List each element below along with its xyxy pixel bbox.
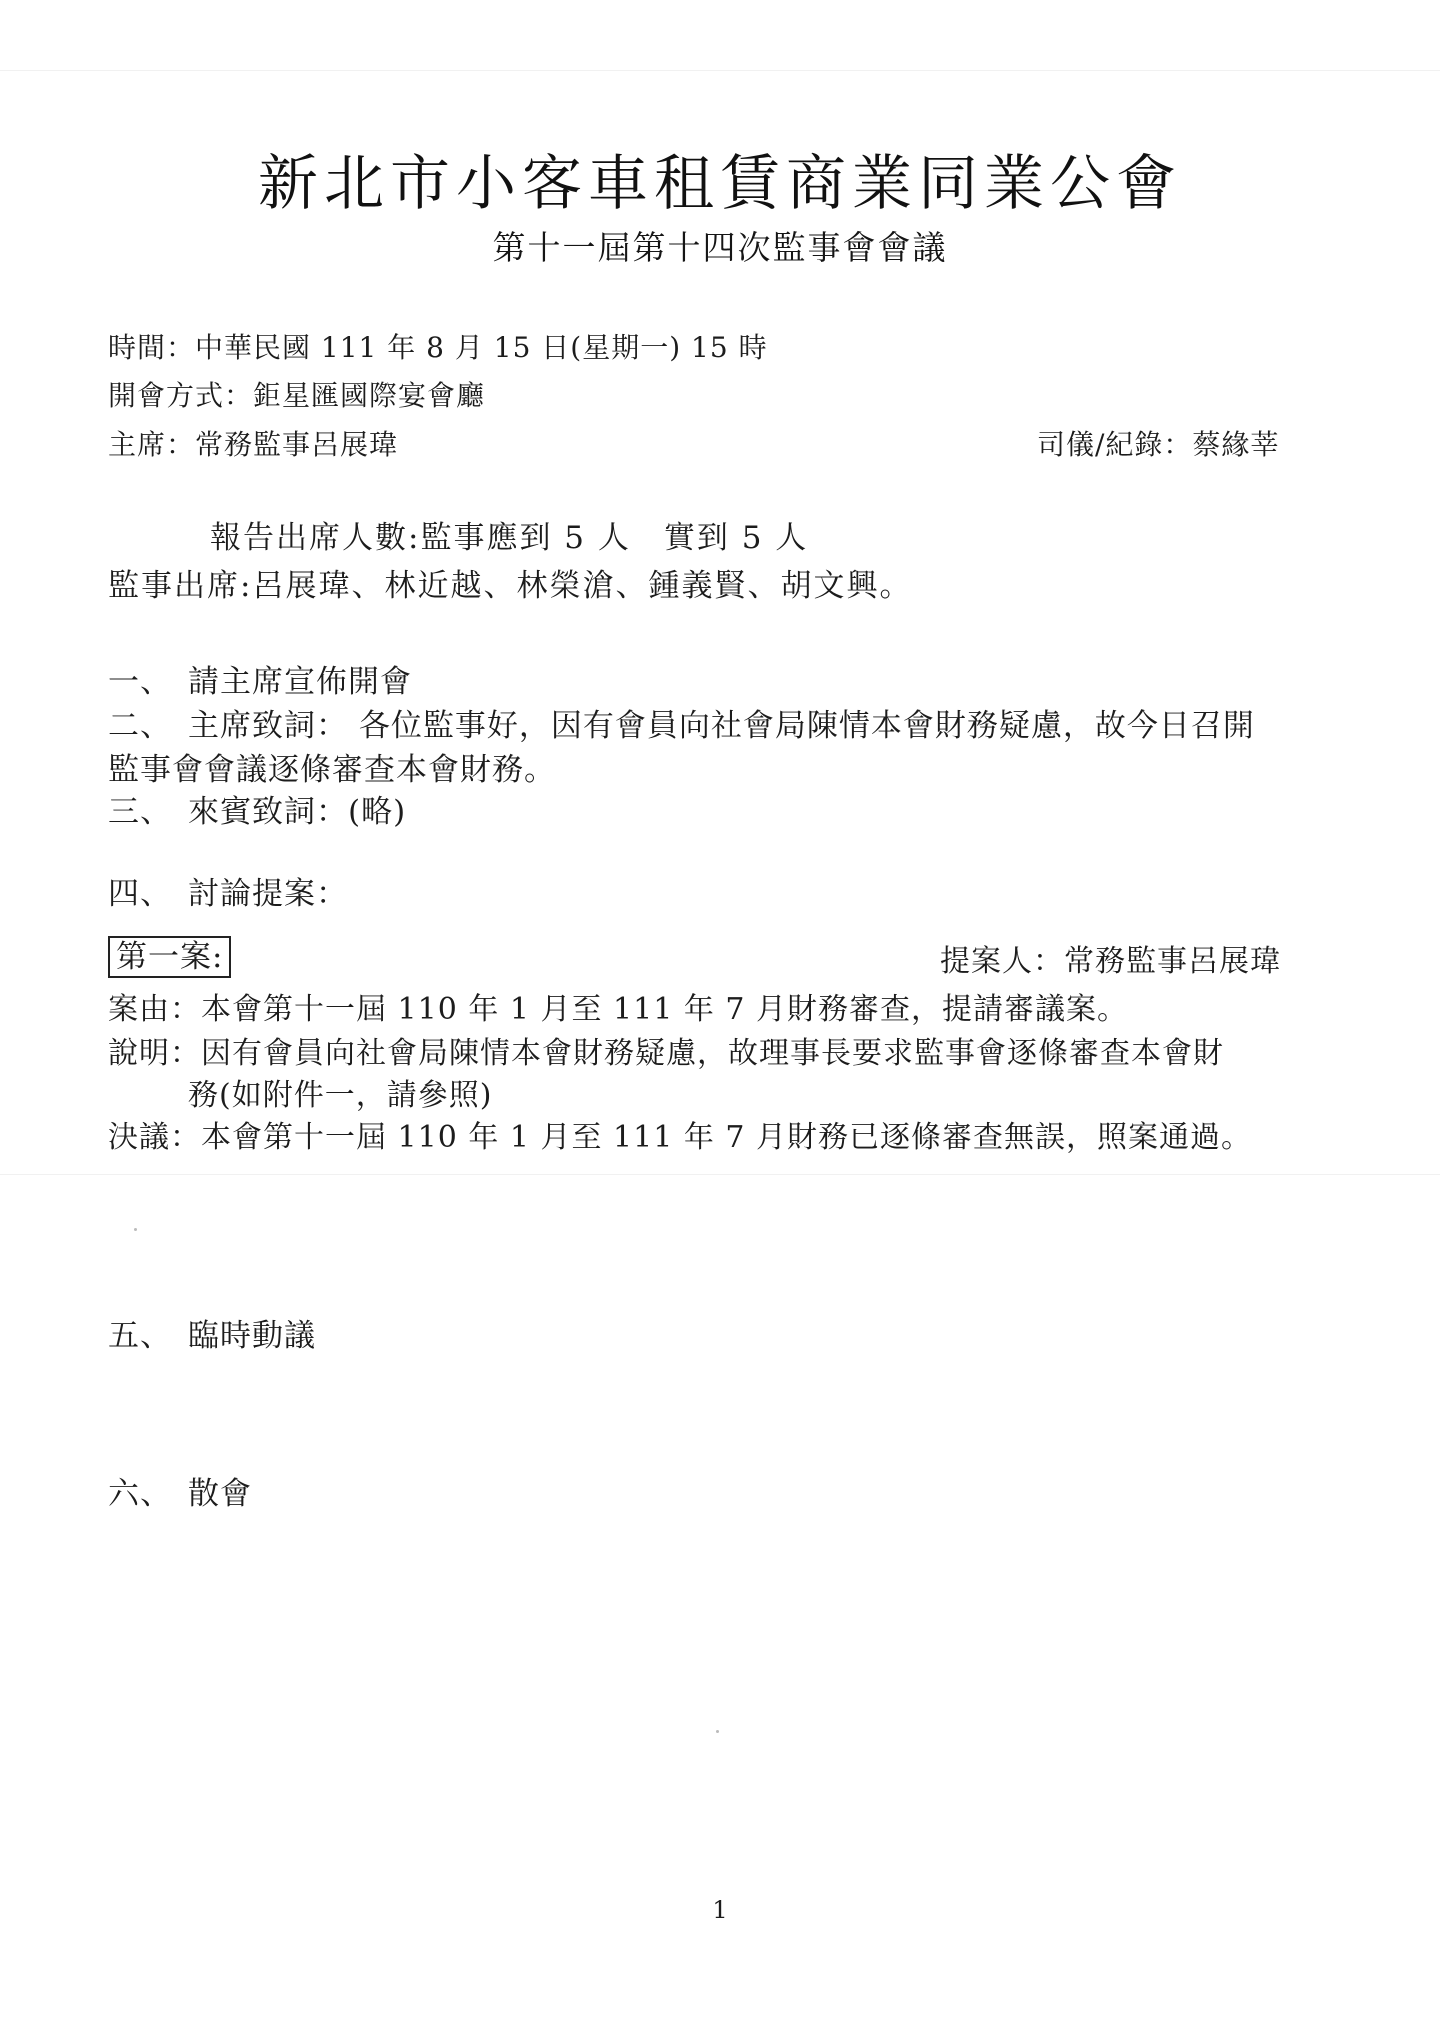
agenda-text: 主席致詞： 各位監事好，因有會員向社會局陳情本會財務疑慮，故今日召開 <box>188 708 1255 744</box>
agenda-item-2 <box>108 700 1255 745</box>
document-subtitle: 第十一屆第十四次監事會會議 <box>492 228 948 267</box>
recorder: 司儀/紀錄：蔡緣莘 <box>1037 428 1280 461</box>
agenda-item-2-continued: 監事會會議逐條審查本會財務。 <box>108 752 556 788</box>
agenda-text: 臨時動議 <box>188 1318 316 1354</box>
agenda-number: 二、 <box>108 708 172 744</box>
document-title: 新北市小客車租賃商業同業公會 <box>258 149 1182 219</box>
meeting-place: 開會方式：鉅星匯國際宴會廳 <box>108 379 486 412</box>
chairperson: 主席：常務監事呂展瑋 <box>108 428 399 461</box>
case-explanation: 說明：因有會員向社會局陳情本會財務疑慮，故理事長要求監事會逐條審查本會財 <box>108 1036 1224 1071</box>
agenda-text: 討論提案： <box>188 876 348 912</box>
agenda-item-1 <box>108 656 412 701</box>
scan-artifact-line <box>0 70 1440 71</box>
agenda-number: 三、 <box>108 794 172 830</box>
scan-speck <box>134 1228 137 1231</box>
agenda-text: 來賓致詞：(略) <box>188 794 407 830</box>
scan-artifact-line <box>0 1174 1440 1175</box>
case-label: 第一案: <box>108 936 231 978</box>
meeting-time: 時間：中華民國 111 年 8 月 15 日(星期一) 15 時 <box>108 331 768 364</box>
case-proposer: 提案人：常務監事呂展瑋 <box>940 944 1281 979</box>
agenda-item-6 <box>108 1468 252 1513</box>
case-resolution: 決議：本會第十一屆 110 年 1 月至 111 年 7 月財務已逐條審查無誤，照案通過。 <box>108 1120 1252 1155</box>
agenda-item-5 <box>108 1310 316 1355</box>
attendee-list: 監事出席:呂展瑋、林近越、林榮滄、鍾義賢、胡文興。 <box>108 568 913 604</box>
agenda-number: 四、 <box>108 876 172 912</box>
case-explanation-continued: 務(如附件一，請參照) <box>188 1078 493 1113</box>
case-label-line <box>108 936 231 978</box>
agenda-item-4 <box>108 868 348 913</box>
agenda-number: 五、 <box>108 1318 172 1354</box>
page-number: 1 <box>712 1896 728 1924</box>
agenda-text: 請主席宣佈開會 <box>188 664 412 700</box>
agenda-item-3 <box>108 786 406 831</box>
attendance-report: 報告出席人數:監事應到 5 人 實到 5 人 <box>210 520 809 556</box>
agenda-number: 一、 <box>108 664 172 700</box>
case-reason: 案由：本會第十一屆 110 年 1 月至 111 年 7 月財務審查，提請審議案。 <box>108 992 1128 1027</box>
agenda-number: 六、 <box>108 1476 172 1512</box>
agenda-text: 散會 <box>188 1476 252 1512</box>
scan-speck <box>716 1730 719 1733</box>
